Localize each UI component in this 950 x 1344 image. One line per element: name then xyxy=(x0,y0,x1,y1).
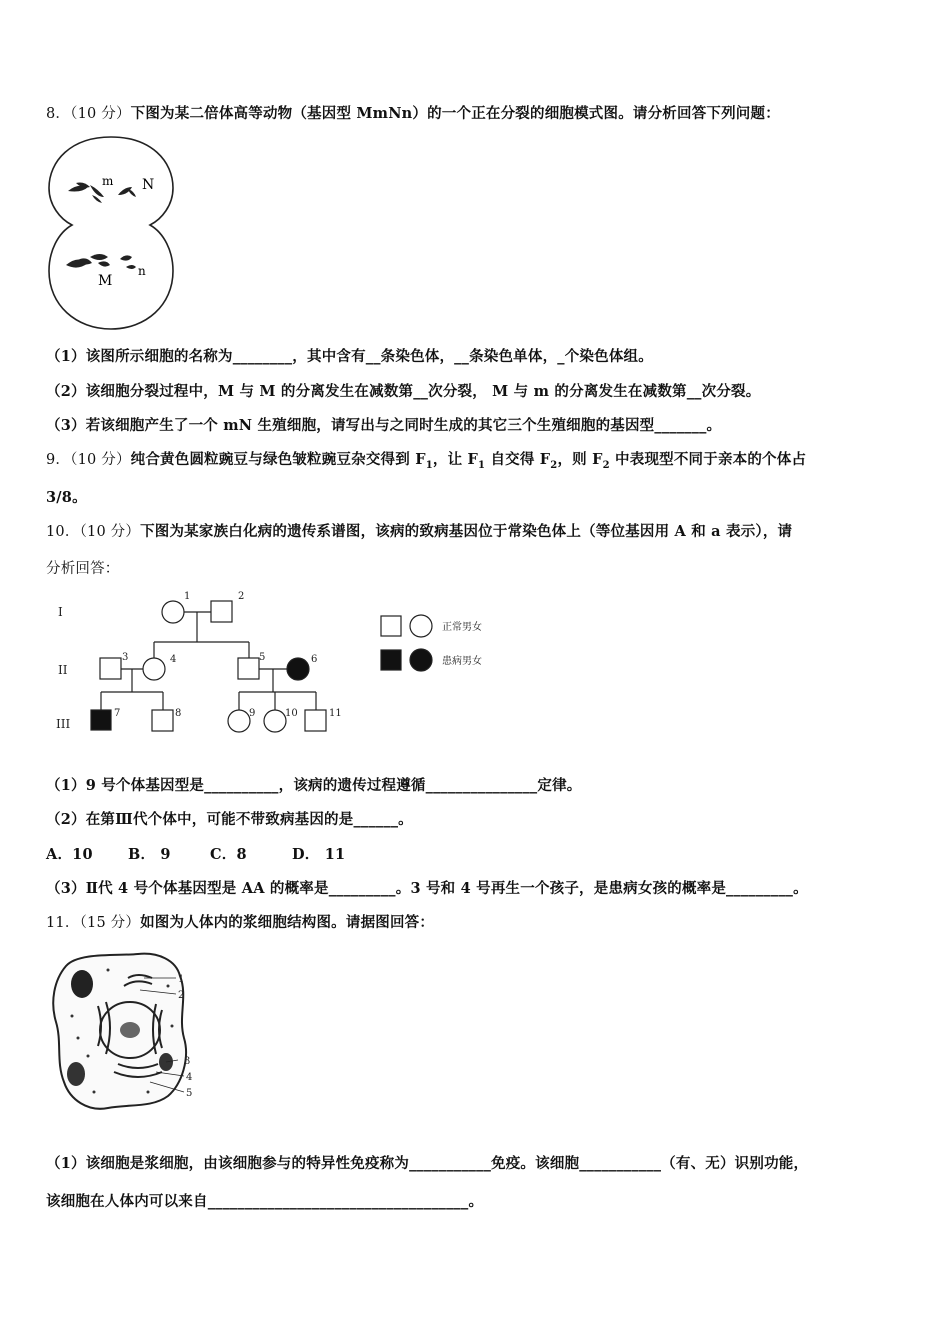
id-label: 1 xyxy=(184,591,191,602)
q10-sub3: （3）Ⅱ代 4 号个体基因型是 AA 的概率是_________。3 号和 4 号再生一个孩子，是患病女孩的概率是_________。 xyxy=(46,880,808,897)
subscript: 1 xyxy=(425,459,433,471)
subscript: 2 xyxy=(550,459,558,471)
individual-9 xyxy=(228,710,250,732)
individual-5 xyxy=(238,658,259,679)
question-points: （10 分） xyxy=(79,524,141,540)
question-text: 下图为某家族白化病的遗传系谱图，该病的致病基因位于常染色体上（等位基因用 A 和 a 表示），请 xyxy=(140,523,793,540)
individual-6 xyxy=(287,658,309,680)
individual-1 xyxy=(162,601,184,623)
callout-4: 4 xyxy=(186,1072,193,1083)
id-label: 4 xyxy=(170,654,177,665)
q10-sub1: （1）9 号个体基因型是__________，该病的遗传过程遵循_______________定律。 xyxy=(46,777,582,794)
callout-5: 5 xyxy=(186,1088,193,1099)
callout-2: 2 xyxy=(178,990,185,1001)
question-text: ，让 F xyxy=(432,451,479,468)
question-text: ，则 F xyxy=(557,451,603,468)
plasma-cell-figure xyxy=(48,946,208,1116)
question-number: 10． xyxy=(46,524,80,540)
gen-label-II: II xyxy=(58,663,68,677)
q10-options xyxy=(46,843,374,864)
id-label: 2 xyxy=(238,591,245,602)
individual-7 xyxy=(91,710,111,730)
q8-sub1: （1）该图所示细胞的名称为________，其中含有__条染色体，__条染色单体，_个染色体组。 xyxy=(46,348,653,365)
question-text: 中表现型不同于亲本的个体占 xyxy=(609,451,807,468)
question-text: 纯合黄色圆粒豌豆与绿色皱粒豌豆杂交得到 F xyxy=(130,451,426,468)
q8-stem xyxy=(46,102,780,123)
callout-3: 3 xyxy=(184,1056,191,1067)
individual-10 xyxy=(264,710,286,732)
question-points: （10 分） xyxy=(70,452,131,468)
label-n: n xyxy=(138,264,146,278)
id-label: 5 xyxy=(259,652,266,663)
question-text: 自交得 F xyxy=(485,451,551,468)
gen-label-III: III xyxy=(56,717,71,731)
option-b: B． 9 xyxy=(128,846,171,863)
option-d: D． 11 xyxy=(292,846,346,863)
q10-stem2: 分析回答： xyxy=(46,561,120,577)
individual-11 xyxy=(305,710,326,731)
q8-sub2: （2）该细胞分裂过程中，M 与 M 的分离发生在减数第__次分裂， M 与 m 的分离发生在减数第__次分裂。 xyxy=(46,383,761,400)
question-text: 下图为某二倍体高等动物（基因型 MmNn）的一个正在分裂的细胞模式图。请分析回答下列问题： xyxy=(130,105,780,122)
legend-normal: 正常男女 xyxy=(442,622,482,633)
individual-8 xyxy=(152,710,173,731)
id-label: 9 xyxy=(249,708,256,719)
label-m: m xyxy=(102,174,114,188)
cell-division-figure xyxy=(46,133,176,333)
q9-answer: 3/8。 xyxy=(46,489,87,506)
option-c: C．8 xyxy=(210,846,247,863)
id-label: 3 xyxy=(122,652,129,663)
q11-sub1: （1）该细胞是浆细胞，由该细胞参与的特异性免疫称为___________免疫。该细胞___________（有、无）识别功能， xyxy=(46,1155,809,1172)
label-M: M xyxy=(98,273,113,289)
id-label: 6 xyxy=(311,654,318,665)
pedigree-legend xyxy=(381,615,432,671)
question-number: 11． xyxy=(46,915,80,931)
gen-label-I: I xyxy=(58,605,63,619)
callout-1: 1 xyxy=(178,974,185,985)
label-N: N xyxy=(142,177,155,193)
pedigree-chart xyxy=(46,588,516,748)
subscript: 2 xyxy=(602,459,610,471)
option-a: A．10 xyxy=(46,846,93,863)
id-label: 7 xyxy=(114,708,121,719)
q8-sub3: （3）若该细胞产生了一个 mN 生殖细胞，请写出与之同时生成的其它三个生殖细胞的基因型_______。 xyxy=(46,417,722,434)
q11-stem xyxy=(46,911,434,932)
q10-stem xyxy=(46,520,792,541)
legend-affected: 患病男女 xyxy=(442,656,482,667)
individual-2 xyxy=(211,601,232,622)
question-number: 8． xyxy=(46,106,71,122)
q9-stem xyxy=(46,448,806,471)
q11-sub1-cont: 该细胞在人体内可以来自___________________________________。 xyxy=(46,1193,484,1210)
individual-3 xyxy=(100,658,121,679)
id-label: 8 xyxy=(175,708,182,719)
question-points: （10 分） xyxy=(70,106,131,122)
q10-sub2: （2）在第Ⅲ代个体中，可能不带致病基因的是______。 xyxy=(46,811,413,828)
question-number: 9． xyxy=(46,452,71,468)
question-text: 如图为人体内的浆细胞结构图。请据图回答： xyxy=(140,914,435,931)
individual-4 xyxy=(143,658,165,680)
id-label: 11 xyxy=(329,708,342,719)
id-label: 10 xyxy=(285,708,298,719)
subscript: 1 xyxy=(478,459,486,471)
question-points: （15 分） xyxy=(79,915,141,931)
